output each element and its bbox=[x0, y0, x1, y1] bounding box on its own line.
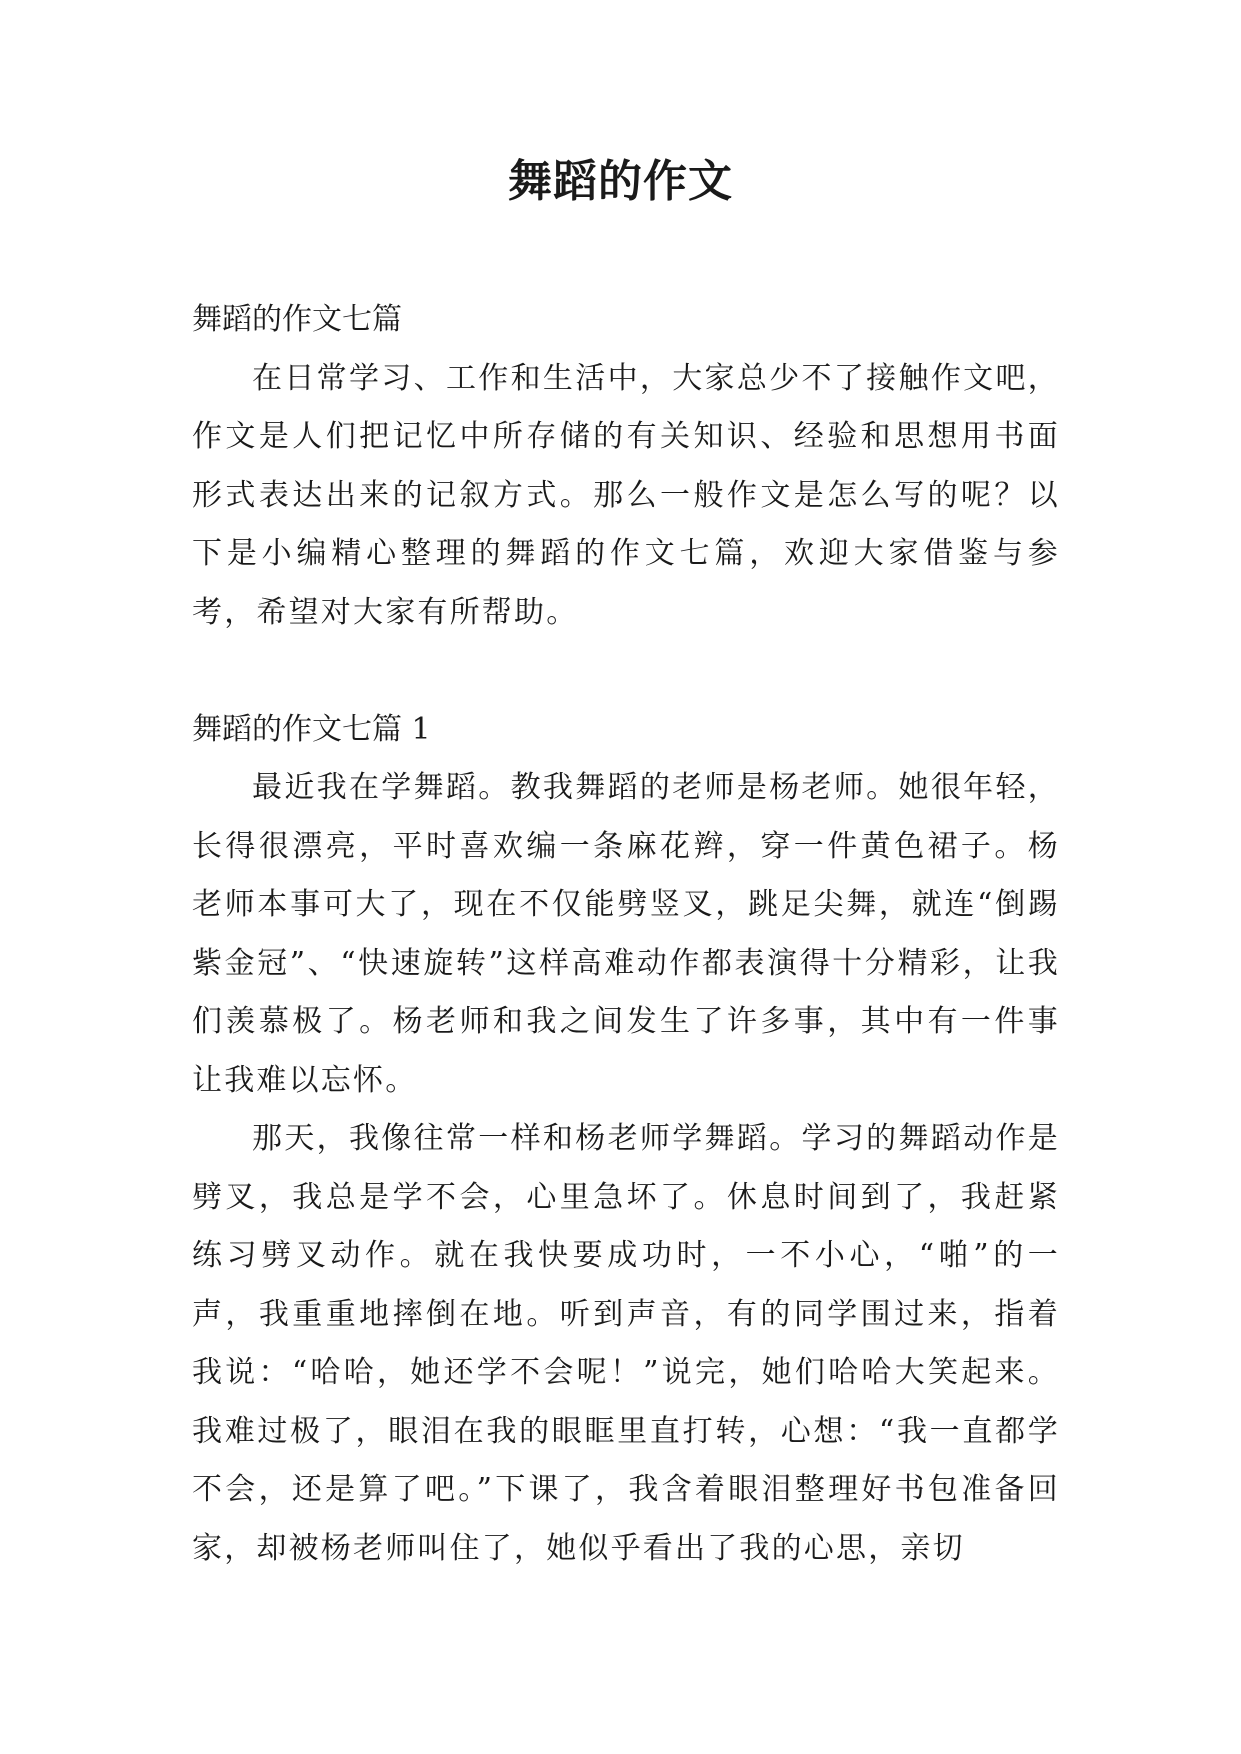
section-heading-essay-1: 舞蹈的作文七篇 1 bbox=[192, 711, 431, 747]
section-heading-intro: 舞蹈的作文七篇 bbox=[192, 302, 402, 337]
document-body bbox=[192, 291, 1060, 1578]
essay-1-paragraph-2: 那天，我像往常一样和杨老师学舞蹈。学习的舞蹈动作是劈叉，我总是学不会，心里急坏了。休息时间到了，我赶紧练习劈叉动作。就在我快要成功时，一不小心，“啪”的一声，我重重地摔倒在地。听到声音，有的同学围过来，指着我说：“哈哈，她还学不会呢！”说完，她们哈哈大笑起来。我难过极了，眼泪在我的眼眶里直打转，心想：“我一直都学不会，还是算了吧。”下课了，我含着眼泪整理好书包准备回家，却被杨老师叫住了，她似乎看出了我的心思，亲切 bbox=[192, 1121, 1060, 1566]
essay-1-paragraph-1: 最近我在学舞蹈。教我舞蹈的老师是杨老师。她很年轻，长得很漂亮，平时喜欢编一条麻花辫，穿一件黄色裙子。杨老师本事可大了，现在不仅能劈竖叉，跳足尖舞，就连“倒踢紫金冠”、“快速旋转”这样高难动作都表演得十分精彩，让我们羡慕极了。杨老师和我之间发生了许多事，其中有一件事让我难以忘怀。 bbox=[192, 770, 1060, 1098]
document-title: 舞蹈的作文 bbox=[508, 156, 733, 207]
intro-paragraph: 在日常学习、工作和生活中，大家总少不了接触作文吧，作文是人们把记忆中所存储的有关知识、经验和思想用书面形式表达出来的记叙方式。那么一般作文是怎么写的呢？以下是小编精心整理的舞蹈的作文七篇，欢迎大家借鉴与参考，希望对大家有所帮助。 bbox=[192, 360, 1060, 630]
section-spacer bbox=[192, 642, 1060, 701]
